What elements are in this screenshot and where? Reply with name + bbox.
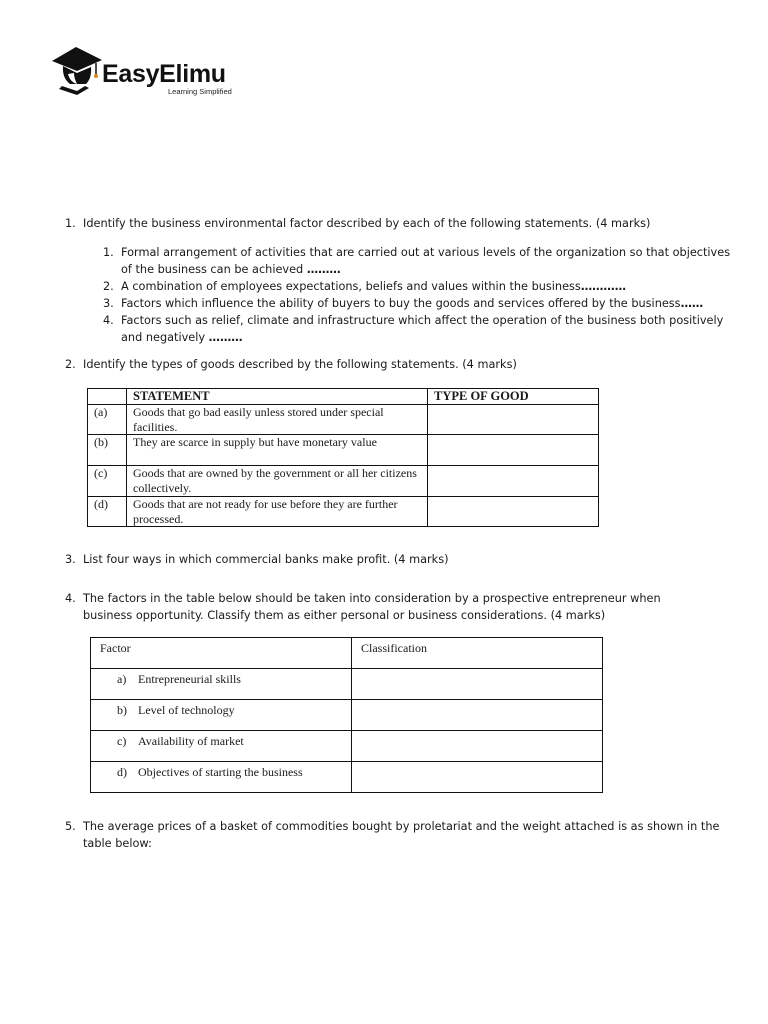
answer-dots: ……: [680, 297, 704, 310]
statement-text: Goods that are owned by the government or all her citizens collectively.: [133, 466, 417, 495]
table-row: [91, 669, 603, 700]
factor-text: Level of technology: [138, 703, 235, 717]
question-number: 4.: [65, 592, 76, 605]
row-label: (c): [88, 466, 127, 497]
table-header-row: [91, 638, 603, 669]
statement-cell: [127, 405, 428, 435]
table-cell: [88, 389, 127, 405]
statement-text: Goods that are not ready for use before they are further processed.: [133, 497, 398, 526]
sub-item-statement: Factors such as relief, climate and infrastructure which affect the operation of the business both positively and negatively: [121, 314, 724, 344]
factor-cell: [91, 762, 352, 793]
sub-item-text: [121, 278, 733, 295]
table-row: [88, 405, 599, 435]
table-header-statement: STATEMENT: [127, 389, 428, 405]
sub-item-text: [121, 244, 733, 278]
sub-item-statement: Formal arrangement of activities that are carried out at various levels of the organization so that objectives of the business can be achieved: [121, 246, 731, 276]
table-row: [91, 762, 603, 793]
table-header-type: TYPE OF GOOD: [428, 389, 599, 405]
factor-cell: [91, 669, 352, 700]
table-row: [88, 497, 599, 527]
answer-cell[interactable]: [428, 435, 599, 466]
classification-cell[interactable]: [352, 731, 603, 762]
answer-cell[interactable]: [428, 466, 599, 497]
sub-item-number: 3.: [103, 297, 114, 310]
statement-cell: [127, 466, 428, 497]
graduation-cap-icon: [50, 44, 108, 100]
table-row: [88, 435, 599, 466]
factor-text: Availability of market: [138, 734, 244, 748]
table-row: [88, 466, 599, 497]
question-text: Identify the business environmental factor described by each of the following statements. (4 marks): [83, 217, 651, 230]
sub-item-statement: A combination of employees expectations, beliefs and values within the business: [121, 280, 581, 293]
row-label: (d): [88, 497, 127, 527]
classification-cell[interactable]: [352, 762, 603, 793]
statement-text: They are scarce in supply but have monetary value: [133, 435, 377, 449]
question-number: 3.: [65, 553, 76, 566]
factor-cell: [91, 700, 352, 731]
row-label: (b): [88, 435, 127, 466]
statement-text: Goods that go bad easily unless stored under special facilities.: [133, 405, 384, 434]
sub-item-number: 2.: [103, 280, 114, 293]
classification-cell[interactable]: [352, 700, 603, 731]
goods-table: [87, 388, 599, 527]
sub-item-statement: Factors which influence the ability of buyers to buy the goods and services offered by the business: [121, 297, 681, 310]
factor-text: Entrepreneurial skills: [138, 672, 241, 686]
sub-item-text: [121, 312, 733, 346]
question-text: Identify the types of goods described by the following statements. (4 marks): [83, 358, 517, 371]
question-number: 1.: [65, 217, 76, 230]
statement-cell: [127, 497, 428, 527]
statement-cell: [127, 435, 428, 466]
row-letter: a): [117, 672, 127, 686]
factor-cell: [91, 731, 352, 762]
answer-cell[interactable]: [428, 497, 599, 527]
factor-table: [90, 637, 603, 793]
sub-item-number: 1.: [103, 246, 114, 259]
question-text: List four ways in which commercial banks make profit. (4 marks): [83, 553, 449, 566]
question-number: 5.: [65, 820, 76, 833]
table-header-row: [88, 389, 599, 405]
classification-cell[interactable]: [352, 669, 603, 700]
easyelimu-logo: [50, 44, 250, 100]
question-text: The factors in the table below should be taken into consideration by a prospective entrepreneur when business opportunity. Classify them as either personal or business considerations. (4 marks): [83, 592, 661, 622]
table-header-factor: Factor: [91, 638, 352, 669]
logo-tagline: Learning Simplified: [168, 87, 232, 96]
row-letter: d): [117, 765, 127, 779]
answer-dots: …………: [580, 280, 627, 293]
factor-text: Objectives of starting the business: [138, 765, 303, 779]
row-label: (a): [88, 405, 127, 435]
answer-dots: ………: [306, 263, 341, 276]
row-letter: c): [117, 734, 127, 748]
sub-item-text: [121, 295, 751, 312]
logo-brand-text: EasyElimu: [102, 60, 226, 88]
question-text: The average prices of a basket of commodities bought by proletariat and the weight attached is as shown in the table below:: [83, 820, 720, 850]
row-letter: b): [117, 703, 127, 717]
table-header-classification: Classification: [352, 638, 603, 669]
table-row: [91, 731, 603, 762]
answer-dots: ………: [208, 331, 243, 344]
question-number: 2.: [65, 358, 76, 371]
sub-item-number: 4.: [103, 314, 114, 327]
table-row: [91, 700, 603, 731]
answer-cell[interactable]: [428, 405, 599, 435]
